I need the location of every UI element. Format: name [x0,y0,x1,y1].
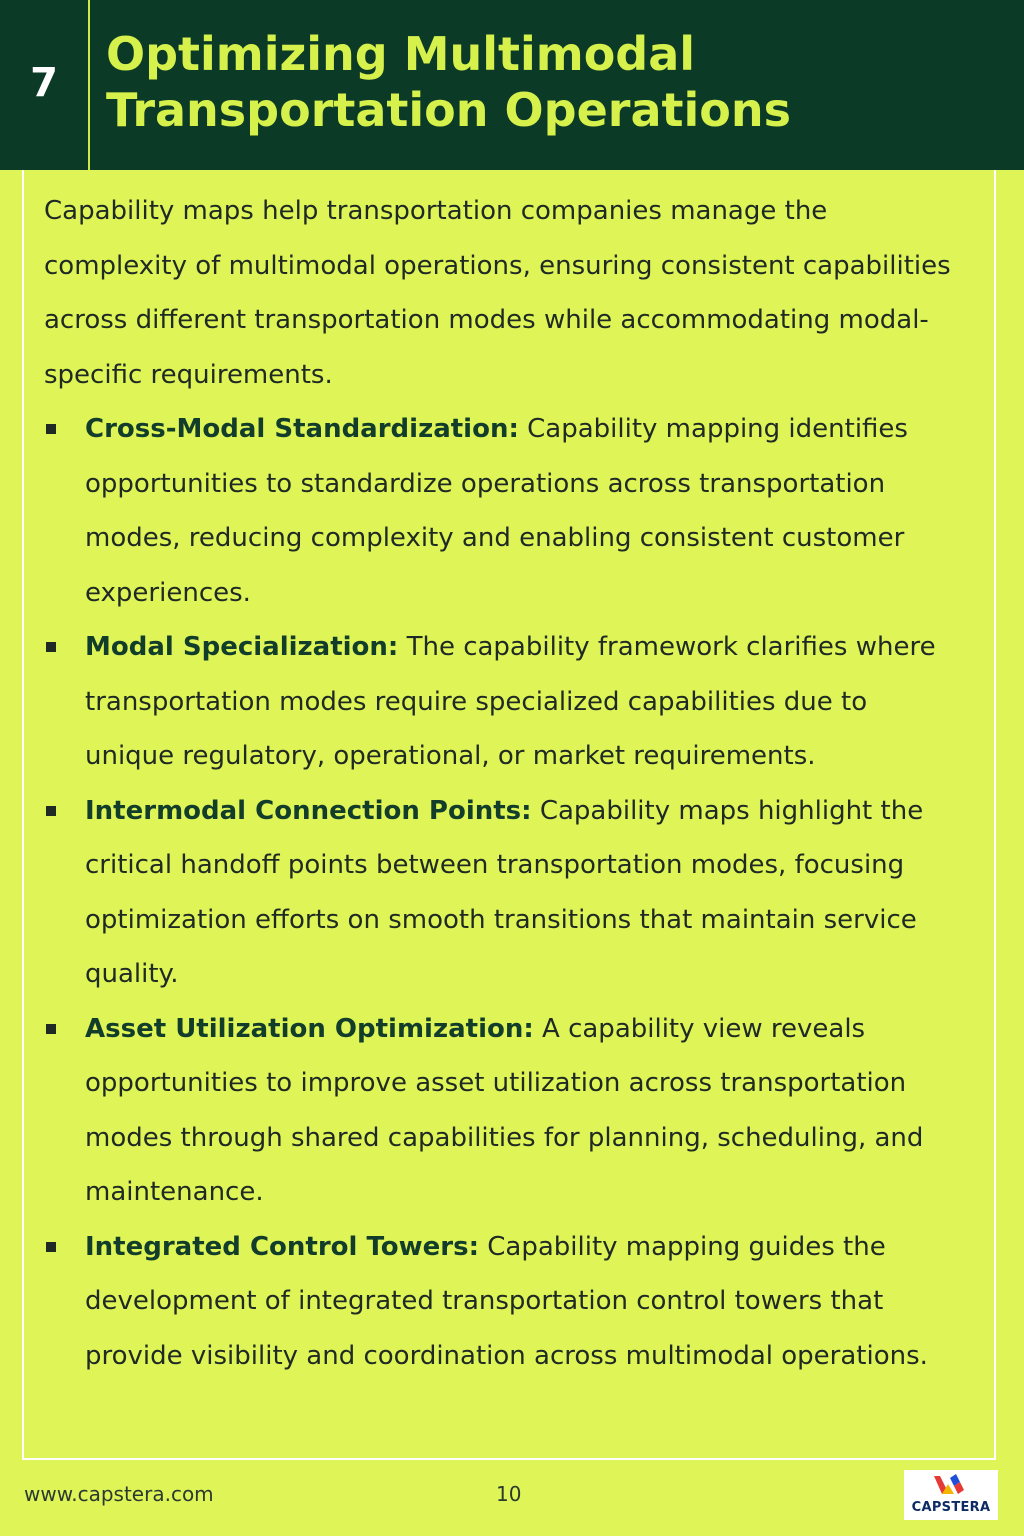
bullet-text: Capability mapping identifies opportunities to standardize operations across transportation modes, reducing complexity and enabling consistent customer experiences. [85,414,908,608]
title-line-2: Transportation Operations [106,83,791,137]
section-number: 7 [30,60,58,106]
bullet-item-modal-specialization [44,620,964,784]
square-bullet-icon [46,806,56,816]
square-bullet-icon [46,1242,56,1252]
capstera-logo [904,1470,998,1520]
bullet-term: Cross-Modal Standardization: [85,414,519,444]
square-bullet-icon [46,1024,56,1034]
bullet-item-integrated-control-towers [44,1220,964,1384]
bullet-term: Intermodal Connection Points: [85,795,532,826]
page-title [106,26,986,138]
capstera-logo-icon [926,1472,976,1500]
bullet-term: Integrated Control Towers: [85,1231,479,1262]
bullet-text: Capability mapping guides the development of integrated transportation control towers that provide visibility and coordination across multimodal operations. [85,1231,928,1371]
logo-wordmark: CAPSTERA [911,1500,991,1515]
bullet-item-intermodal-connection-points [44,784,964,1002]
header-divider [88,0,90,170]
square-bullet-icon [46,424,56,434]
header-banner [0,0,1024,170]
square-bullet-icon [46,642,56,652]
bullet-item-cross-modal-standardization [44,402,964,620]
bullet-text: A capability view reveals opportunities to improve asset utilization across transportation modes through shared capabilities for planning, scheduling, and maintenance. [85,1013,924,1207]
bullet-list [44,402,964,1383]
main-content [44,184,964,1383]
bullet-text: The capability framework clarifies where transportation modes require specialized capabilities due to unique regulatory, operational, or market requirements. [85,632,936,771]
bullet-term: Asset Utilization Optimization: [85,1013,534,1044]
title-line-1: Optimizing Multimodal [106,27,696,81]
intro-paragraph: Capability maps help transportation companies manage the complexity of multimodal operations, ensuring consistent capabilities across different transportation modes while accommodating modal-specific requirements. [44,196,951,390]
page-number: 10 [496,1482,522,1506]
bullet-item-asset-utilization-optimization [44,1002,964,1220]
footer-website-link[interactable]: www.capstera.com [24,1482,214,1506]
bullet-term: Modal Specialization: [85,632,399,662]
bullet-text: Capability maps highlight the critical handoff points between transportation modes, focusing optimization efforts on smooth transitions that maintain service quality. [85,795,924,989]
